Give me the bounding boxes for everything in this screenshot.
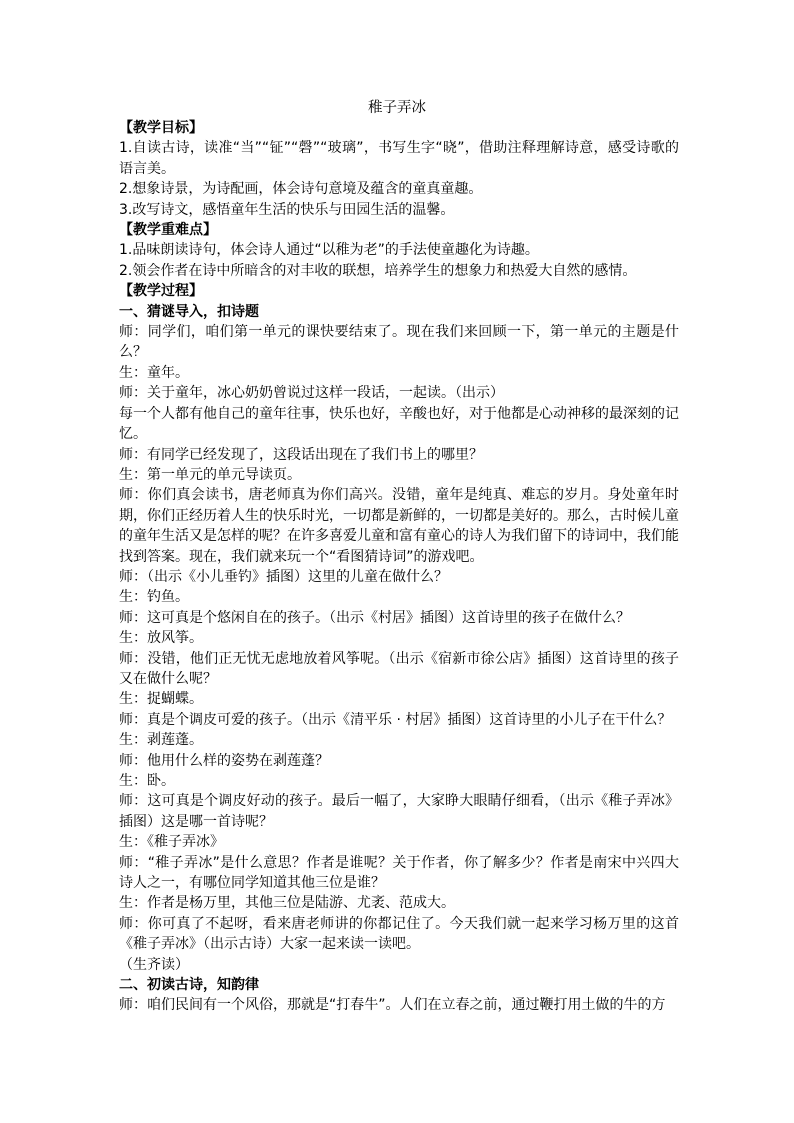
paragraph: 1.自读古诗，读准“当”“钲”“磬”“玻璃”，书写生字“晓”，借助注释理解诗意，感受诗歌的语言美。 bbox=[119, 140, 679, 177]
document-title: 稚子弄冰 bbox=[368, 100, 426, 116]
paragraph: 师：这可真是个悠闲自在的孩子。（出示《村居》插图）这首诗里的孩子在做什么？ bbox=[119, 609, 630, 626]
subsection-heading: 二、初读古诗，知韵律 bbox=[119, 977, 259, 994]
paragraph: （生齐读） bbox=[119, 956, 189, 973]
paragraph: 师：这可真是个调皮好动的孩子。最后一幅了，大家睁大眼睛仔细看，（出示《稚子弄冰》插图）这是哪一首诗呢？ bbox=[119, 793, 679, 830]
section-heading: 【教学重难点】 bbox=[119, 222, 217, 239]
paragraph: 师：同学们，咱们第一单元的课快要结束了。现在我们来回顾一下，第一单元的主题是什么？ bbox=[119, 324, 679, 361]
paragraph: 师：真是个调皮可爱的孩子。（出示《清平乐 · 村居》插图）这首诗里的小儿子在干什么？ bbox=[119, 711, 672, 728]
paragraph: 生：捉蝴蝶。 bbox=[119, 691, 203, 708]
paragraph: 师：“稚子弄冰”是什么意思？作者是谁呢？关于作者，你了解多少？作者是南宋中兴四大诗人之一，有哪位同学知道其他三位是谁？ bbox=[119, 854, 679, 892]
paragraph: 生：卧。 bbox=[119, 773, 175, 789]
paragraph: 生：《稚子弄冰》 bbox=[119, 834, 224, 851]
paragraph: 师：有同学已经发现了，这段话出现在了我们书上的哪里？ bbox=[119, 446, 483, 463]
paragraph: 2.领会作者在诗中所暗含的对丰收的联想，培养学生的想象力和热爱大自然的感情。 bbox=[119, 262, 637, 279]
paragraph: 生：童年。 bbox=[119, 364, 189, 381]
paragraph: 生：第一单元的单元导读页。 bbox=[119, 466, 301, 483]
paragraph: 1.品味朗读诗句，体会诗人通过“以稚为老”的手法使童趣化为诗趣。 bbox=[119, 242, 539, 259]
paragraph: 3.改写诗文，感悟童年生活的快乐与田园生活的温馨。 bbox=[119, 201, 455, 218]
subsection-heading: 一、猜谜导入，扣诗题 bbox=[119, 303, 259, 320]
section-heading: 【教学目标】 bbox=[119, 120, 203, 136]
paragraph: 2.想象诗景，为诗配画，体会诗句意境及蕴含的童真童趣。 bbox=[119, 181, 483, 198]
paragraph: 师：没错，他们正无忧无虑地放着风筝呢。（出示《宿新市徐公店》插图）这首诗里的孩子又在做什么呢？ bbox=[119, 650, 679, 687]
paragraph: 生：作者是杨万里，其他三位是陆游、尤袤、范成大。 bbox=[119, 895, 455, 912]
paragraph: 师：（出示《小儿垂钓》插图）这里的儿童在做什么？ bbox=[119, 568, 448, 585]
paragraph: 师：咱们民间有一个风俗，那就是“打春牛”。人们在立春之前，通过鞭打用土做的牛的方 bbox=[119, 997, 666, 1014]
paragraph: 每一个人都有他自己的童年往事，快乐也好，辛酸也好，对于他都是心动神移的最深刻的记忆。 bbox=[119, 405, 679, 443]
paragraph: 师：你可真了不起呀，看来唐老师讲的你都记住了。今天我们就一起来学习杨万里的这首《稚子弄冰》（出示古诗）大家一起来读一读吧。 bbox=[119, 915, 679, 953]
section-heading: 【教学过程】 bbox=[119, 283, 203, 300]
paragraph: 师：关于童年，冰心奶奶曾说过这样一段话，一起读。（出示） bbox=[119, 385, 504, 402]
paragraph: 生：钓鱼。 bbox=[119, 589, 189, 606]
paragraph: 师：你们真会读书，唐老师真为你们高兴。没错，童年是纯真、难忘的岁月。身处童年时期，你们正经历着人生的快乐时光，一切都是新鲜的，一切都是美好的。那么，古时候儿童的童年生活又是怎样的呢？在许多喜爱儿童和富有童心的诗人为我们留下的诗词中，我们能找到答案。现在，我们就来玩一个“看图猜诗词”的游戏吧。 bbox=[119, 487, 679, 565]
paragraph: 生：剥莲蓬。 bbox=[119, 732, 203, 749]
document-body bbox=[119, 118, 679, 1016]
paragraph: 师：他用什么样的姿势在剥莲蓬？ bbox=[119, 752, 329, 769]
paragraph: 生：放风筝。 bbox=[119, 630, 203, 647]
